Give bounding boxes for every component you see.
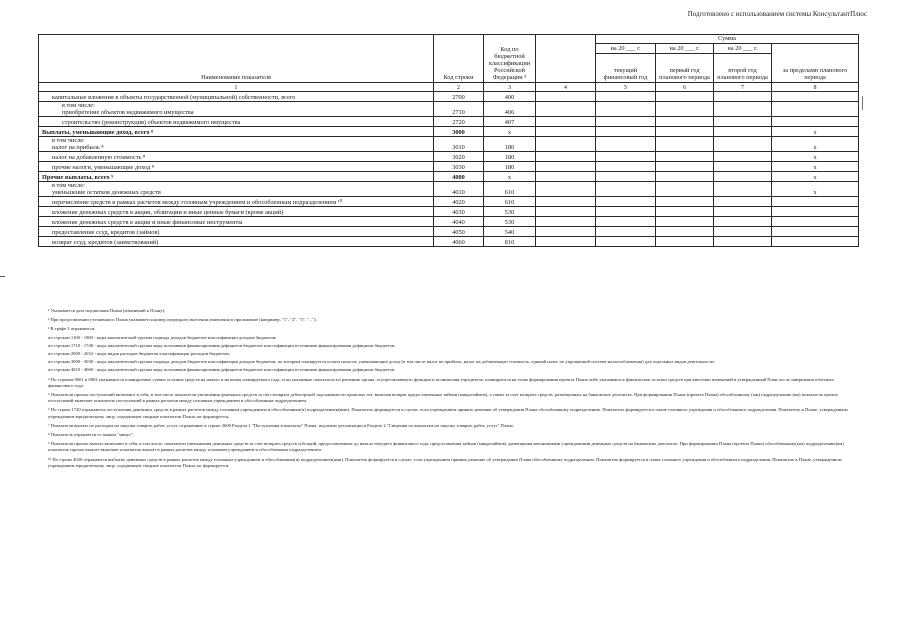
table-row (39, 207, 859, 217)
row-cell-5 (596, 182, 656, 197)
row-cell-6 (656, 152, 714, 162)
row-cell-5 (596, 197, 656, 207)
row-budget-code: 406 (484, 102, 536, 117)
row-budget-code: 610 (484, 182, 536, 197)
row-code: 4010 (434, 182, 484, 197)
footnote: ⁵ Показатели прочих поступлений включают в себя, в том числе показатели увеличения денежных средств за счет возврата дебиторской задолженности прошлых лет, включая возврат предоставленных займов (микрозаймов), а также за счет возврата средств, размещенных на банковских депозитах. При формировании Плана (проекта Плана) обособленному (ым) подразделению (ям) показатель прочих поступлений включает показатель поступлений в рамках расчетов между головным учреждением и обособленным подразделением. (48, 392, 838, 404)
footnote: ³ В графе 3 отражаются: (48, 326, 96, 332)
row-budget-code: 610 (484, 197, 536, 207)
row-cell-7 (714, 117, 772, 127)
row-cell-6 (656, 137, 714, 152)
row-cell-4 (536, 102, 596, 117)
row-cell-8 (772, 117, 859, 127)
row-name: перечисление средств в рамках расчетов между головным учреждением и обособленным подразделением ¹⁰ (39, 197, 434, 207)
row-cell-4 (536, 217, 596, 227)
row-name: в том числе: уменьшение остатков денежных средств (39, 182, 434, 197)
row-cell-6 (656, 182, 714, 197)
row-name: Прочие выплаты, всего ⁹ (39, 172, 434, 182)
row-name: вложение денежных средств в акции, облигации и иные ценные бумаги (кроме акций) (39, 207, 434, 217)
footnote: по строкам 1100 - 1900 - коды аналитической группы подвида доходов бюджетов классификации доходов бюджетов; (48, 334, 277, 340)
row-cell-6 (656, 117, 714, 127)
table-row (39, 197, 859, 207)
col-number: 3 (484, 83, 536, 92)
row-code: 4040 (434, 217, 484, 227)
row-cell-7 (714, 197, 772, 207)
row-name: Выплаты, уменьшающие доход, всего ⁸ (39, 127, 434, 137)
footnote: ¹⁰ По строке 4020 отражаются выбытие денежных средств в рамках расчетов между головным учреждением и обособленным(и) подразделением(ями). Показатель формируется в случае, если учреждением принято решение об утверждении Плана обособленному подразделению. Показатель формируется в плане головного учреждения и обособленного подразделения. Показатель в Плане, утвержденном учреждением юридическому лицу, содержащем сводные показатели Плана, не формируется. (48, 456, 842, 468)
row-name: капитальные вложения в объекты государственной (муниципальной) собственности, всего (39, 92, 434, 102)
row-budget-code: 540 (484, 227, 536, 237)
table-row (39, 102, 859, 117)
row-cell-5 (596, 137, 656, 152)
row-cell-7 (714, 162, 772, 172)
row-cell-7 (714, 237, 772, 247)
row-cell-7 (714, 172, 772, 182)
col-header-code-row: Код строки (434, 35, 484, 83)
table-row (39, 182, 859, 197)
col-header-current-year: текущий финансовый год (596, 54, 656, 83)
row-cell-8 (772, 207, 859, 217)
row-budget-code: x (484, 172, 536, 182)
row-cell-6 (656, 172, 714, 182)
footnote: ² При представлении уточненного Плана указывается номер очередного внесения изменения в приложение (например, "1", "2", "3", "..."). (48, 317, 317, 323)
row-cell-4 (536, 182, 596, 197)
row-budget-code: 180 (484, 137, 536, 152)
table-row (39, 172, 859, 182)
table-row (39, 162, 859, 172)
row-cell-6 (656, 227, 714, 237)
row-name: налог на добавленную стоимость ⁸ (39, 152, 434, 162)
row-cell-8: x (772, 172, 859, 182)
row-cell-6 (656, 102, 714, 117)
row-cell-8 (772, 237, 859, 247)
row-cell-7 (714, 102, 772, 117)
row-cell-8 (772, 227, 859, 237)
row-code: 2710 (434, 102, 484, 117)
row-cell-6 (656, 127, 714, 137)
row-cell-8 (772, 102, 859, 117)
row-cell-4 (536, 92, 596, 102)
row-cell-5 (596, 127, 656, 137)
row-code: 4050 (434, 227, 484, 237)
footnote: ⁹ Показатели прочих выплат включают в себя, в том числе, показатели уменьшения денежных средств за счет возврата средств субсидий, предоставленных до начала текущего финансового года, предоставления займов (микрозаймов), размещения автономными учреждениями денежных средств на банковских депозитах. При формировании Плана (проекта Плана) обособленному(ым) подразделению(ям) показатель прочих выплат включает показатель выплат в рамках расчетов между головным учреждением и обособленным подразделением. (48, 441, 844, 453)
col-header-year-5: на 20 ___ г. (596, 44, 656, 54)
row-code: 4060 (434, 237, 484, 247)
row-code: 4030 (434, 207, 484, 217)
col-header-second-year: второй год планового периода (714, 54, 772, 83)
table-row (39, 152, 859, 162)
row-budget-code: 180 (484, 162, 536, 172)
col-header-first-year: первый год планового периода (656, 54, 714, 83)
row-cell-4 (536, 207, 596, 217)
row-cell-8 (772, 197, 859, 207)
footnotes-block (48, 308, 858, 469)
table-row (39, 92, 859, 102)
column-numbers-row (39, 83, 859, 92)
row-cell-7 (714, 207, 772, 217)
col-number: 8 (772, 83, 859, 92)
row-cell-7 (714, 152, 772, 162)
row-cell-4 (536, 197, 596, 207)
footnote: по строкам 3000 - 3030 - коды аналитической группы подвида доходов бюджетов классификации доходов бюджетов, по которым планируется уплата налогов, уменьшающих доход (в том числе налог на прибыль, налог на добавленную стоимость, единый налог по упрощенной системе налогообложения) для отдельных видов деятельности; (48, 359, 715, 365)
table-row (39, 117, 859, 127)
row-name: строительство (реконструкция) объектов недвижимого имущества (39, 117, 434, 127)
table-row (39, 137, 859, 152)
col-number: 7 (714, 83, 772, 92)
row-cell-8 (772, 217, 859, 227)
footnote: ⁷ Показатели выплат по расходам на закупки товаров, работ, услуг, отраженные в строке 2600 Раздела 1 "Поступления и выплаты" Плана, подлежат детализации в Разделе 2 "Сведения по выплатам на закупку товаров, работ, услуг" Плана. (48, 422, 514, 428)
row-cell-5 (596, 227, 656, 237)
row-cell-6 (656, 207, 714, 217)
row-cell-4 (536, 162, 596, 172)
row-code: 3020 (434, 152, 484, 162)
row-cell-6 (656, 197, 714, 207)
row-cell-5 (596, 207, 656, 217)
row-cell-4 (536, 227, 596, 237)
row-cell-7 (714, 92, 772, 102)
row-cell-8 (772, 92, 859, 102)
row-cell-5 (596, 117, 656, 127)
consultant-header-note: Подготовлено с использованием системы КонсультантПлюс (687, 10, 867, 18)
col-number: 6 (656, 83, 714, 92)
row-cell-7 (714, 227, 772, 237)
table-row (39, 227, 859, 237)
row-cell-7 (714, 217, 772, 227)
row-cell-5 (596, 92, 656, 102)
row-cell-5 (596, 162, 656, 172)
row-cell-5 (596, 237, 656, 247)
row-name: возврат ссуд, кредитов (заимствований) (39, 237, 434, 247)
row-name: в том числе: приобретение объектов недвижимого имущества (39, 102, 434, 117)
row-code: 4000 (434, 172, 484, 182)
row-cell-5 (596, 152, 656, 162)
footnote: по строкам 2000 - 2652 - коды видов расходов бюджетов классификации расходов бюджетов; (48, 351, 230, 357)
row-cell-6 (656, 162, 714, 172)
row-cell-6 (656, 92, 714, 102)
row-code: 3000 (434, 127, 484, 137)
footnote: по строкам 1710 - 1740 - коды аналитической группы вида источников финансирования дефицитов бюджетов классификации источников финансирования дефицитов бюджетов; (48, 342, 396, 348)
row-cell-4 (536, 137, 596, 152)
row-budget-code: 530 (484, 217, 536, 227)
row-cell-8: x (772, 152, 859, 162)
row-cell-5 (596, 102, 656, 117)
col-number: 4 (536, 83, 596, 92)
row-code: 3030 (434, 162, 484, 172)
row-code: 2700 (434, 92, 484, 102)
plan-table-sheet (38, 34, 858, 247)
row-cell-4 (536, 127, 596, 137)
row-cell-7 (714, 137, 772, 152)
col-header-year-7: на 20 ___ г. (714, 44, 772, 54)
row-budget-code: 180 (484, 152, 536, 162)
row-name: прочие налоги, уменьшающие доход ⁸ (39, 162, 434, 172)
table-row (39, 237, 859, 247)
col-header-budget-code: Код по бюджетной классификации Российской Федерации ³ (484, 35, 536, 83)
col-number: 2 (434, 83, 484, 92)
row-budget-code: 407 (484, 117, 536, 127)
col-header-sum: Сумма (596, 35, 859, 44)
row-cell-8: x (772, 127, 859, 137)
row-budget-code: 530 (484, 207, 536, 217)
row-cell-4 (536, 152, 596, 162)
footnote: по строкам 4010 - 4060 - коды аналитической группы вида источников финансирования дефицитов бюджетов классификации источников финансирования дефицитов бюджетов. (48, 367, 396, 373)
row-cell-8: x (772, 137, 859, 152)
footnote: ¹ Указывается дата подписания Плана (изменений к Плану). (48, 308, 166, 313)
row-cell-8: x (772, 162, 859, 172)
footnote: ⁶ По строке 1720 отражаются поступления денежных средств в рамках расчетов между головным учреждением и обособленным(и) подразделением(ями). Показатель формируется в случае, если учреждением принято решение об утверждении Плана обособленному подразделению. Показатель формируется в плане головного учреждения и обособленного подразделения. Показатель в Плане, утвержденном учреждением юридическому лицу, содержащем сводные показатели Плана, не формируется. (48, 407, 848, 419)
col-number: 1 (39, 83, 434, 92)
row-name: в том числе: налог на прибыль ⁸ (39, 137, 434, 152)
row-cell-8: x (772, 182, 859, 197)
plan-table (38, 34, 859, 247)
row-cell-7 (714, 127, 772, 137)
row-cell-5 (596, 172, 656, 182)
table-row (39, 217, 859, 227)
row-budget-code: 400 (484, 92, 536, 102)
col-number: 5 (596, 83, 656, 92)
row-name: вложение денежных средств в акции и иные финансовые инструменты (39, 217, 434, 227)
row-name: предоставление ссуд, кредитов (займов) (39, 227, 434, 237)
table-row (39, 127, 859, 137)
row-cell-6 (656, 217, 714, 227)
row-code: 2720 (434, 117, 484, 127)
row-cell-4 (536, 237, 596, 247)
row-cell-7 (714, 182, 772, 197)
col-header-beyond: за пределами планового периода (772, 44, 859, 83)
margin-tick (0, 276, 5, 277)
row-cell-4 (536, 172, 596, 182)
row-code: 3010 (434, 137, 484, 152)
table-body (39, 92, 859, 247)
row-code: 4020 (434, 197, 484, 207)
row-budget-code: x (484, 127, 536, 137)
footnote: ⁴ По строкам 0001 и 0002 указываются планируемые суммы остатков средств на начало и на конец планируемого года, если указанные показатели по решению органа, осуществляющего функции и полномочия учредителя, планируются на этапе формирования проекта Плана либо указываются фактические остатки средств при внесении изменений в утвержденный План после завершения отчетного финансового года. (48, 376, 835, 388)
row-cell-4 (536, 117, 596, 127)
col-header-year-6: на 20 ___ г. (656, 44, 714, 54)
row-budget-code: 810 (484, 237, 536, 247)
row-cell-6 (656, 237, 714, 247)
row-cell-5 (596, 217, 656, 227)
col-header-name: Наименование показателя (39, 35, 434, 83)
footnote: ⁸ Показатель отражается со знаком "минус". (48, 432, 135, 438)
edge-tick (862, 96, 863, 110)
col-header-blank (536, 35, 596, 83)
